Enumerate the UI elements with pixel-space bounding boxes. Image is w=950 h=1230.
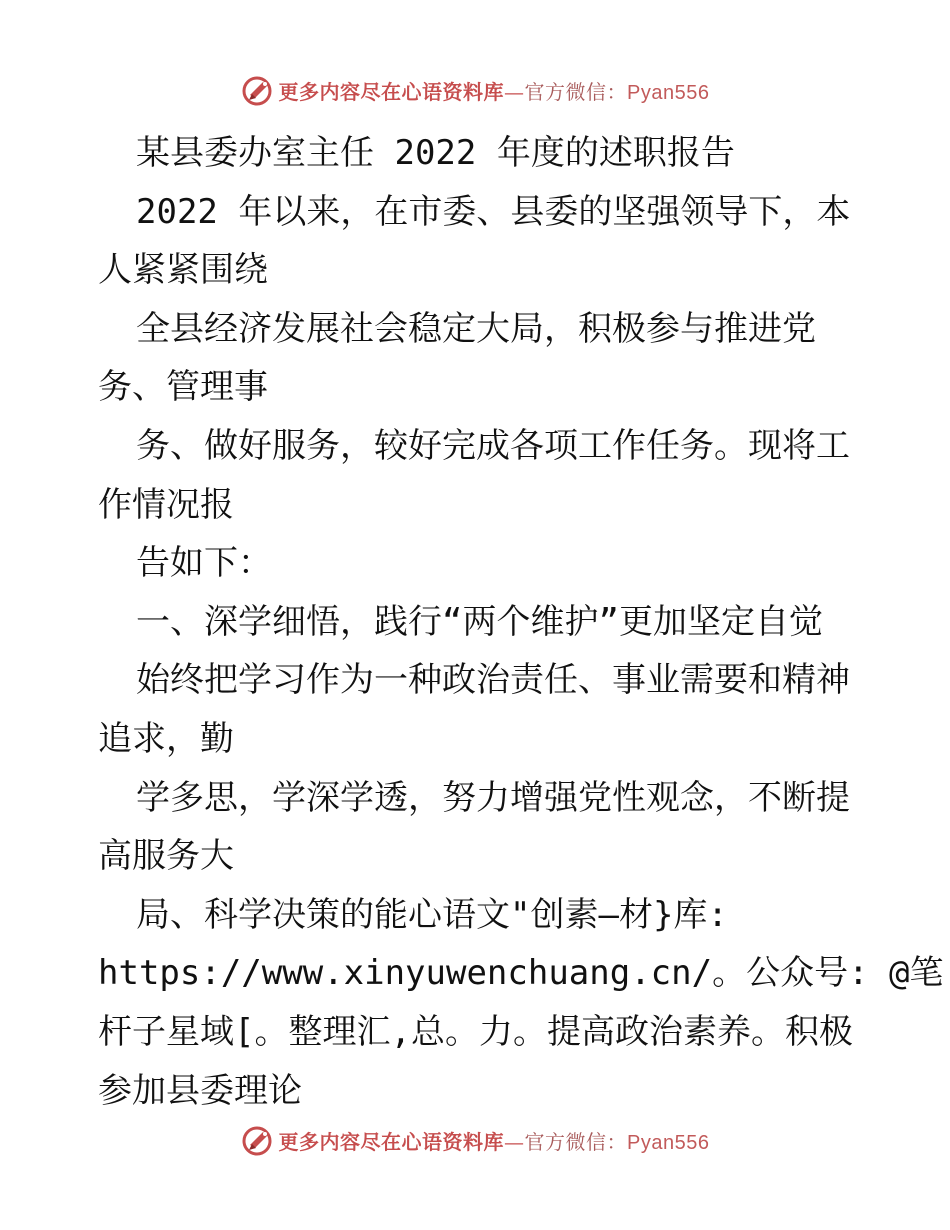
watermark-separator: —: [504, 1129, 525, 1154]
pen-nib-logo-icon: [241, 1123, 275, 1157]
paragraph-line: 作情况报: [98, 484, 234, 525]
paragraph-line: 追求，勤: [98, 718, 234, 759]
paragraph-line: 2022 年以来，在市委、县委的坚强领导下，本: [136, 191, 851, 232]
watermark-text: [279, 76, 710, 105]
paragraph-line: 学多思，学深学透，努力增强党性观念，不断提: [136, 777, 850, 818]
paragraph-line: 人紧紧围绕: [98, 250, 268, 291]
header-watermark-banner: [0, 70, 950, 110]
watermark-wechat-id: Pyan556: [627, 1131, 710, 1154]
paragraph-line: 始终把学习作为一种政治责任、事业需要和精神: [136, 660, 850, 701]
paragraph-line-url: https://www.xinyuwenchuang.cn/。公众号: @笔: [98, 953, 944, 994]
watermark-wechat-label: 官方微信：: [524, 1129, 628, 1154]
watermark-wechat-label: 官方微信：: [524, 79, 628, 104]
paragraph-line: 务、管理事: [98, 367, 268, 408]
paragraph-line: 全县经济发展社会稳定大局，积极参与推进党: [136, 308, 816, 349]
paragraph-line: 局、科学决策的能心语文"创素—材}库:: [136, 894, 728, 935]
section-heading: 一、深学细悟，践行“两个维护”更加坚定自觉: [136, 601, 823, 642]
paragraph-line: 务、做好服务，较好完成各项工作任务。现将工: [136, 425, 850, 466]
paragraph-line: 高服务大: [98, 836, 234, 877]
watermark-text: [279, 1126, 710, 1155]
paragraph-line: 告如下：: [136, 543, 272, 584]
document-body: [98, 124, 944, 1120]
watermark-separator: —: [504, 79, 525, 104]
watermark-main-text: 更多内容尽在心语资料库: [278, 1129, 505, 1154]
footer-watermark-banner: [0, 1120, 950, 1160]
document-title: 某县委办室主任 2022 年度的述职报告: [136, 133, 735, 173]
pen-nib-logo-icon: [241, 73, 275, 107]
paragraph-line: 杆子星域[。整理汇,总。力。提高政治素养。积极: [98, 1011, 853, 1052]
watermark-wechat-id: Pyan556: [627, 81, 710, 104]
paragraph-line: 参加县委理论: [98, 1070, 302, 1111]
watermark-main-text: 更多内容尽在心语资料库: [278, 79, 505, 104]
